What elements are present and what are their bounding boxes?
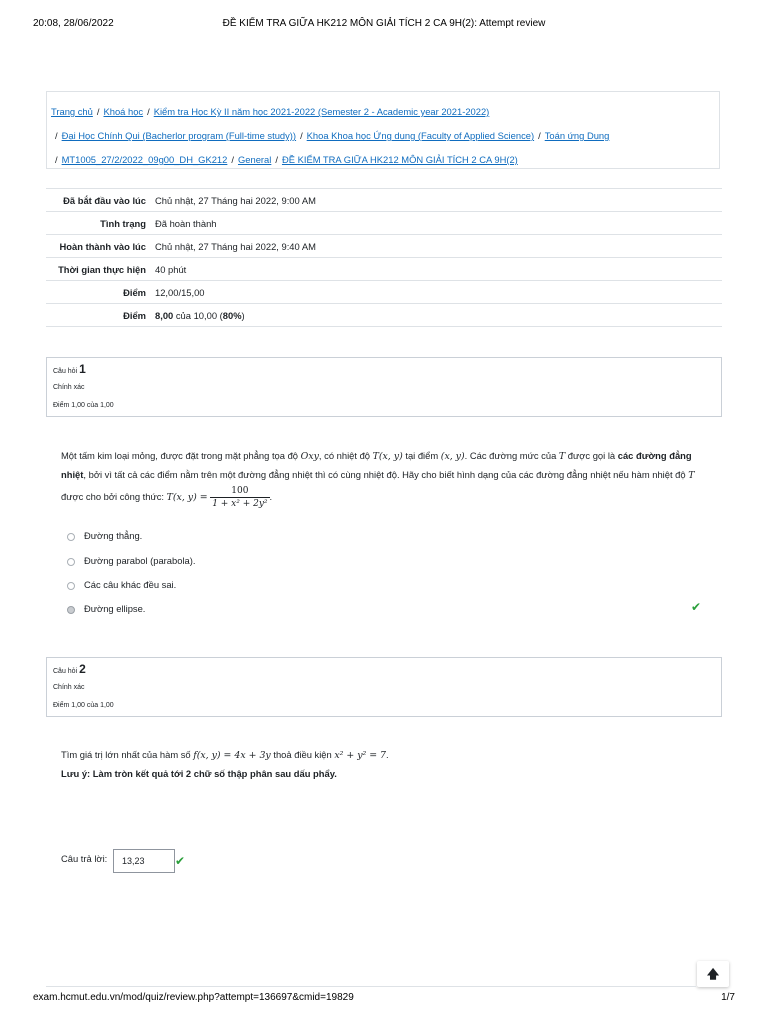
breadcrumb-quiz-link[interactable]: ĐỀ KIỂM TRA GIỮA HK212 MÔN GIẢI TÍCH 2 CA 9H(2) xyxy=(281,154,518,165)
state-value: Đã hoàn thành xyxy=(155,218,217,229)
q1-option-a[interactable] xyxy=(67,529,142,543)
q2-note: Lưu ý: Làm tròn kết quả tới 2 chữ số thập phân sau dấu phẩy. xyxy=(61,768,337,779)
q1-option-label: Đường parabol (parabola). xyxy=(84,555,196,566)
summary-row-completed xyxy=(46,235,722,258)
time-taken-value: 40 phút xyxy=(155,264,187,275)
correct-check-icon: ✔ xyxy=(175,854,186,868)
grade-of: của 10,00 xyxy=(175,310,218,321)
breadcrumb-courses-link[interactable]: Khoá học xyxy=(103,106,144,117)
correct-check-icon: ✔ xyxy=(691,600,702,614)
summary-row-grade xyxy=(46,304,722,327)
grade-label: Điểm xyxy=(123,310,146,321)
breadcrumb-semester-link[interactable]: Kiểm tra Học Kỳ II năm học 2021-2022 (Semester 2 - Academic year 2021-2022) xyxy=(153,106,490,117)
q1-formula-denominator: 1 + x² + 2y² xyxy=(212,499,268,509)
breadcrumb-separator: / xyxy=(147,106,150,117)
marks-label: Điểm xyxy=(123,287,146,298)
q2-math-condition: x² + y² = 7 xyxy=(334,750,387,761)
question-label: Câu hỏi xyxy=(53,668,78,675)
q1-text-part: được cho bởi công thức: xyxy=(61,490,167,502)
question-label: Câu hỏi xyxy=(53,368,78,375)
q1-text-part: tại điểm xyxy=(402,450,441,461)
print-datetime: 20:08, 28/06/2022 xyxy=(33,18,114,29)
q1-option-label: Đường thẳng. xyxy=(84,530,143,541)
print-title: ĐỀ KIỂM TRA GIỮA HK212 MÔN GIẢI TÍCH 2 CA 9H(2): Attempt review xyxy=(222,18,546,29)
q1-text-part: , bởi vì tất cả các điểm nằm trên một đường đẳng nhiệt thì có cùng nhiệt độ. Hãy cho biết hình dạng của các đường đẳng nhiệt nếu hàm nhiệt độ xyxy=(83,469,689,480)
q1-text-part: Một tấm kim loại mỏng, được đặt trong mặt phẳng tọa độ xyxy=(61,450,301,461)
completed-value: Chủ nhật, 27 Tháng hai 2022, 9:40 AM xyxy=(155,241,316,252)
breadcrumb-separator: / xyxy=(300,130,303,141)
q2-text-part: Tìm giá trị lớn nhất của hàm số xyxy=(61,749,194,760)
breadcrumb xyxy=(46,91,720,169)
breadcrumb-general-link[interactable]: General xyxy=(237,154,272,165)
breadcrumb-department-link[interactable]: Toán ứng Dụng xyxy=(544,130,610,141)
radio-selected-icon[interactable] xyxy=(67,606,75,614)
breadcrumb-separator: / xyxy=(55,154,58,165)
q1-option-b[interactable] xyxy=(67,554,195,568)
breadcrumb-home-link[interactable]: Trang chủ xyxy=(51,106,93,117)
q2-text-part: . xyxy=(386,749,389,760)
question-1-status: Chính xác xyxy=(53,384,85,391)
breadcrumb-separator: / xyxy=(55,130,58,141)
time-taken-label: Thời gian thực hiện xyxy=(58,264,146,275)
arrow-up-icon: 🡅 xyxy=(706,967,720,981)
print-header xyxy=(0,18,768,32)
question-1-number xyxy=(53,362,715,379)
q1-formula-fraction xyxy=(210,485,269,510)
grade-percent: 80% xyxy=(222,310,242,321)
question-2-status: Chính xác xyxy=(53,684,85,691)
q1-formula-numerator: 100 xyxy=(210,485,269,498)
completed-label: Hoàn thành vào lúc xyxy=(59,241,146,252)
summary-row-marks xyxy=(46,281,722,304)
q1-math-xy: (x, y) xyxy=(440,451,465,462)
q2-answer-row xyxy=(61,849,186,873)
q1-bold-term: các đường đẳng nhiệt xyxy=(61,450,692,480)
question-1-text xyxy=(61,447,706,510)
q1-text-end: . xyxy=(269,490,273,502)
q1-text-part: . Các đường mức của xyxy=(464,450,559,461)
q1-formula-lhs: T(x, y) = xyxy=(166,491,208,503)
question-1-info xyxy=(46,357,722,417)
breadcrumb-separator: / xyxy=(96,106,100,117)
q2-text-part: thoả điều kiện xyxy=(270,749,335,760)
answer-input[interactable]: 13,23 xyxy=(113,849,175,873)
started-value: Chủ nhật, 27 Tháng hai 2022, 9:00 AM xyxy=(155,195,316,206)
summary-row-state xyxy=(46,212,722,235)
answer-label: Câu trả lời: xyxy=(61,853,108,864)
breadcrumb-separator: / xyxy=(231,154,234,165)
question-2-text xyxy=(61,746,706,783)
breadcrumb-course-link[interactable]: MT1005_27/2/2022_09g00_DH_GK212 xyxy=(61,154,228,165)
print-page-number: 1/7 xyxy=(721,992,735,1003)
grade-score: 8,00 xyxy=(155,310,174,321)
summary-row-time xyxy=(46,258,722,281)
attempt-summary-table xyxy=(46,188,722,327)
breadcrumb-program-link[interactable]: Đại Học Chính Qui (Bacherlor program (Full-time study)) xyxy=(61,130,297,141)
print-footer xyxy=(0,992,768,1006)
radio-icon[interactable] xyxy=(67,558,75,566)
q1-math-t: T xyxy=(558,451,566,462)
back-to-top-button[interactable] xyxy=(697,961,729,987)
q1-option-d[interactable] xyxy=(67,602,145,616)
q1-math-t: T xyxy=(688,470,695,481)
question-2-number xyxy=(53,662,715,679)
radio-icon[interactable] xyxy=(67,582,75,590)
question-2-mark: Điểm 1,00 của 1,00 xyxy=(53,702,114,709)
question-number: 2 xyxy=(79,662,86,676)
breadcrumb-separator: / xyxy=(275,154,278,165)
breadcrumb-faculty-link[interactable]: Khoa Khoa học Ứng dụng (Faculty of Applied Science) xyxy=(306,130,535,141)
marks-value: 12,00/15,00 xyxy=(155,287,205,298)
grade-value: 8,00 của 10,00 (80%) xyxy=(155,310,245,321)
started-label: Đã bắt đầu vào lúc xyxy=(63,195,146,206)
question-1-mark: Điểm 1,00 của 1,00 xyxy=(53,402,114,409)
question-2-info xyxy=(46,657,722,717)
footer-divider xyxy=(46,986,696,987)
summary-row-started xyxy=(46,189,722,212)
q1-math-txy: T(x, y) xyxy=(372,451,403,462)
state-label: Tình trạng xyxy=(100,218,146,229)
q1-option-label: Đường ellipse. xyxy=(84,603,146,614)
q1-option-label: Các câu khác đều sai. xyxy=(84,579,177,590)
q2-math-function: f(x, y) = 4x + 3y xyxy=(193,750,271,761)
breadcrumb-separator: / xyxy=(538,130,541,141)
radio-icon[interactable] xyxy=(67,533,75,541)
q1-text-part: được gọi là xyxy=(565,450,618,461)
q1-text-part: , có nhiệt độ xyxy=(318,450,373,461)
question-number: 1 xyxy=(79,362,86,376)
q1-option-c[interactable] xyxy=(67,578,176,592)
q2-prompt xyxy=(61,746,706,765)
print-url: exam.hcmut.edu.vn/mod/quiz/review.php?attempt=136697&cmid=19829 xyxy=(33,992,354,1003)
q1-math-oxy: Oxy xyxy=(300,451,319,462)
